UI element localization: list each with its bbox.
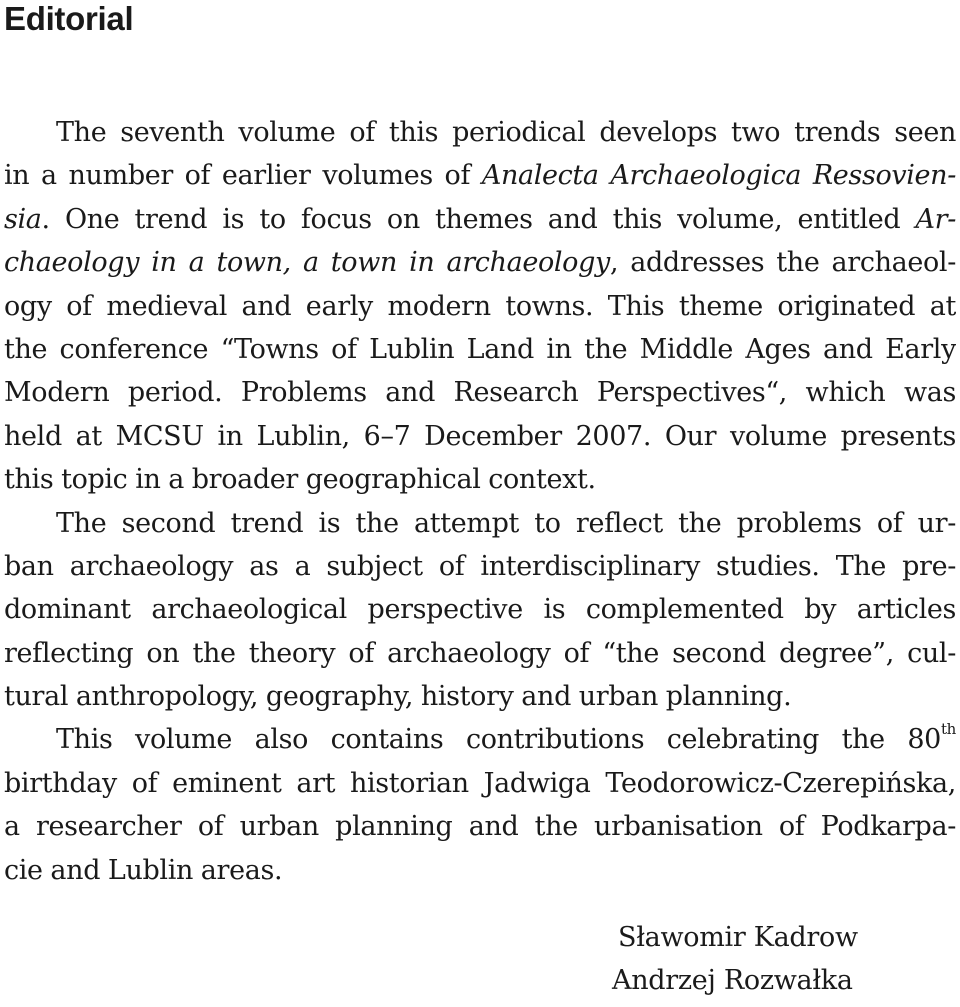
text-line: Modern period. Problems and Research Perspectives“, which was xyxy=(4,377,956,409)
text-line: This volume also contains contributions celebrating the 80th xyxy=(56,720,956,756)
editorial-body xyxy=(4,111,956,892)
text-line: The second trend is the attempt to reflect the problems of ur- xyxy=(56,507,956,539)
signature-block xyxy=(612,916,858,1002)
text-line: The seventh volume of this periodical develops two trends seen xyxy=(56,117,956,148)
text-line: cie and Lublin areas. xyxy=(4,854,283,886)
text-line: ban archaeology as a subject of interdisciplinary studies. The pre- xyxy=(4,550,956,582)
text-line: a researcher of urban planning and the urbanisation of Podkarpa- xyxy=(4,811,956,843)
text-line: sia. One trend is to focus on themes and this volume, entitled Ar- xyxy=(4,203,956,235)
author-name: Andrzej Rozwałka xyxy=(612,965,853,996)
text-line: reflecting on the theory of archaeology of “the second degree”, cul- xyxy=(4,637,956,669)
author-name: Sławomir Kadrow xyxy=(618,922,858,953)
ordinal-suffix: th xyxy=(941,720,956,739)
text-line: this topic in a broader geographical context. xyxy=(4,464,596,496)
journal-title: sia xyxy=(4,203,42,235)
volume-title: Ar- xyxy=(915,203,956,235)
text-line: in a number of earlier volumes of Analecta Archaeologica Ressovien- xyxy=(4,160,956,192)
page-title: Editorial xyxy=(4,0,134,37)
text-line: chaeology in a town, a town in archaeology, addresses the archaeol- xyxy=(4,247,956,279)
text-line: the conference “Towns of Lublin Land in the Middle Ages and Early xyxy=(4,333,956,365)
text-line: held at MCSU in Lublin, 6–7 December 2007. Our volume presents xyxy=(4,420,956,452)
text-line: tural anthropology, geography, history and urban planning. xyxy=(4,681,792,713)
text-line: ogy of medieval and early modern towns. This theme originated at xyxy=(4,290,956,322)
journal-title: Analecta Archaeologica Ressovien- xyxy=(481,160,956,192)
text-line: dominant archaeological perspective is complemented by articles xyxy=(4,594,956,626)
volume-title: chaeology in a town, a town in archaeology xyxy=(4,247,610,279)
text-line: birthday of eminent art historian Jadwiga Teodorowicz-Czerepińska, xyxy=(4,767,956,799)
